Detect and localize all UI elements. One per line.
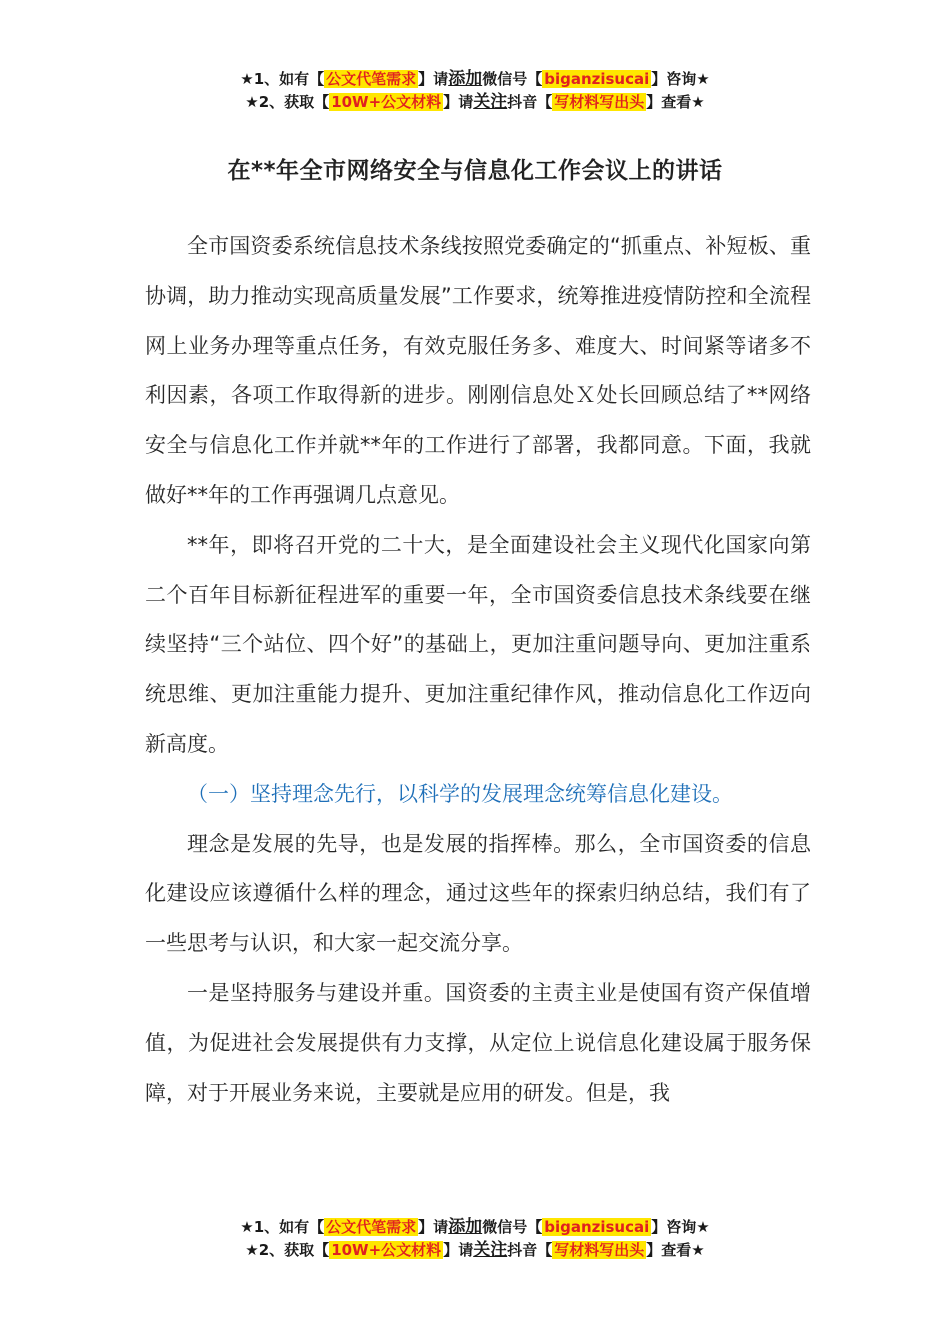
promo-highlight: 10W+公文材料	[331, 93, 442, 111]
section-heading-1: （一）坚持理念先行，以科学的发展理念统筹信息化建设。	[187, 781, 733, 806]
promo-wechat-id: biganzisucai	[544, 1218, 650, 1236]
paragraph-point-1: 一是坚持服务与建设并重。国资委的主责主业是使国有资产保值增值，为促进社会发展提供有力支撑，从定位上说信息化建设属于服务保障，对于开展业务来说，主要就是应用的研发。但是，我	[145, 980, 811, 1105]
footer-promo-banner	[0, 1216, 950, 1262]
promo-highlight: 公文代笔需求	[326, 70, 417, 88]
document-title: 在**年全市网络安全与信息化工作会议上的讲话	[227, 158, 723, 184]
header-promo-banner	[0, 68, 950, 114]
promo-line-2: ★2、获取【 10W+公文材料 】请关注抖音【 写材料写出头 】查看★	[245, 92, 705, 112]
promo-line-1: ★1、如有【 公文代笔需求 】请添加微信号【 biganzisucai 】咨询★	[240, 69, 710, 89]
promo-highlight: 10W+公文材料	[331, 1241, 442, 1259]
promo-douyin-id: 写材料写出头	[554, 93, 645, 111]
paragraph-overview: **年，即将召开党的二十大，是全面建设社会主义现代化国家向第二个百年目标新征程进军的重要一年，全市国资委信息技术条线要在继续坚持“三个站位、四个好”的基础上，更加注重问题导向、更加注重系统思维、更加注重能力提升、更加注重纪律作风，推动信息化工作迈向新高度。	[145, 532, 811, 756]
paragraph-intro: 全市国资委系统信息技术条线按照党委确定的“抓重点、补短板、重协调，助力推动实现高质量发展”工作要求，统筹推进疫情防控和全流程网上业务办理等重点任务，有效克服任务多、难度大、时间紧等诸多不利因素，各项工作取得新的进步。刚刚信息处Ｘ处长回顾总结了**网络安全与信息化工作并就**年的工作进行了部署，我都同意。下面，我就做好**年的工作再强调几点意见。	[145, 234, 811, 507]
promo-line-2: ★2、获取【 10W+公文材料 】请关注抖音【 写材料写出头 】查看★	[245, 1240, 705, 1260]
promo-line-1: ★1、如有【 公文代笔需求 】请添加微信号【 biganzisucai 】咨询★	[240, 1217, 710, 1237]
promo-wechat-id: biganzisucai	[544, 70, 650, 88]
paragraph-concept: 理念是发展的先导，也是发展的指挥棒。那么，全市国资委的信息化建设应该遵循什么样的理念，通过这些年的探索归纳总结，我们有了一些思考与认识，和大家一起交流分享。	[145, 831, 811, 956]
promo-douyin-id: 写材料写出头	[554, 1241, 645, 1259]
promo-highlight: 公文代笔需求	[326, 1218, 417, 1236]
document-body	[145, 222, 811, 1118]
